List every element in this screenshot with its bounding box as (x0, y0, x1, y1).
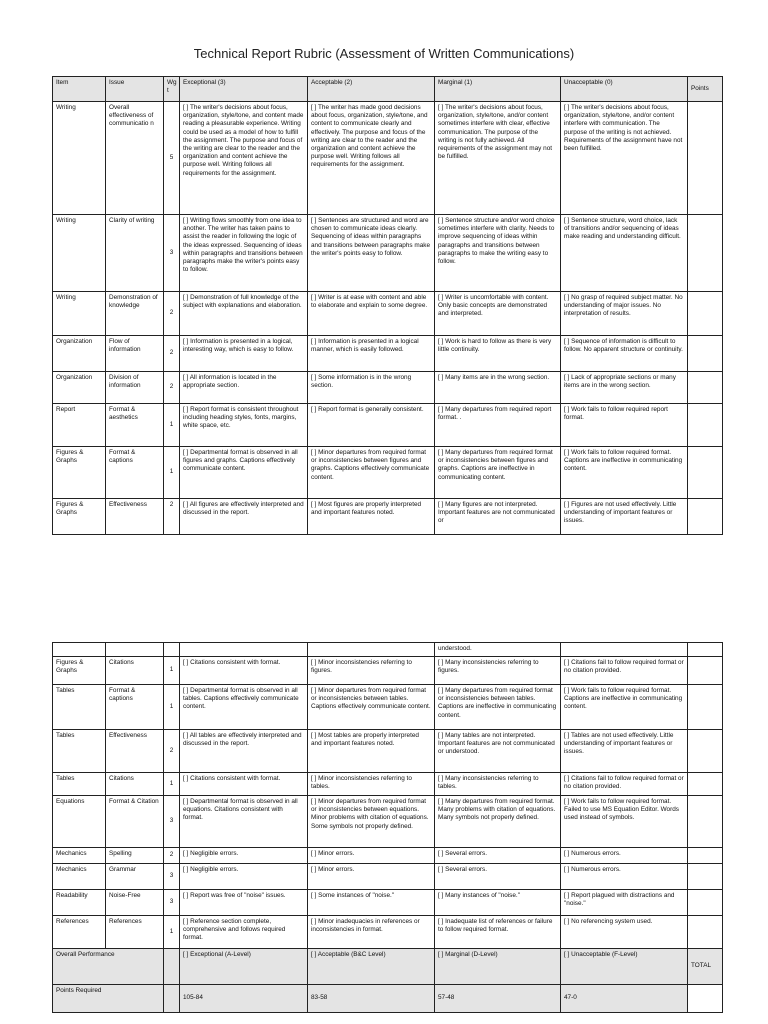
cell-unacceptable: [ ] Lack of appropriate sections or many items are in the wrong section. (561, 372, 688, 404)
cell-points[interactable] (688, 372, 723, 404)
cell-points[interactable] (688, 336, 723, 372)
table-row (53, 916, 723, 949)
cell-weight: 1 (164, 773, 180, 796)
cell-item: Writing (53, 215, 106, 292)
cell-unacceptable: [ ] Numerous errors. (561, 864, 688, 890)
cell-exceptional: [ ] Report format is consistent throughout including heading styles, fonts, margins, white space, etc. (180, 404, 308, 447)
cell-acceptable: [ ] Some instances of "noise." (308, 890, 435, 916)
cell-item: Report (53, 404, 106, 447)
cell-unacceptable: [ ] Work fails to follow required format. Captions are ineffective in communicating content. (561, 447, 688, 499)
cell-unacceptable: [ ] Sentence structure, word choice, lack of transitions and/or sequencing of ideas make reading and understanding difficult. (561, 215, 688, 292)
overall-marginal[interactable]: [ ] Marginal (D-Level) (435, 949, 561, 985)
cell-item: Organization (53, 372, 106, 404)
overall-exceptional[interactable]: [ ] Exceptional (A-Level) (180, 949, 308, 985)
cell-weight: 1 (164, 685, 180, 730)
points-required-label: Points Required (53, 985, 164, 1013)
cell-issue: Format & aesthetics (106, 404, 164, 447)
cell-unacceptable: [ ] Tables are not used effectively. Little understanding of important features or issues. (561, 730, 688, 773)
cell-exceptional: [ ] Negligible errors. (180, 848, 308, 864)
cell-acceptable: [ ] Sentences are structured and word are chosen to communicate ideas clearly. Sequencing of ideas within paragraphs and transitions between paragraphs make the writer's points easy to follow. (308, 215, 435, 292)
cell-marginal: [ ] Several errors. (435, 864, 561, 890)
cell-weight: 3 (164, 796, 180, 848)
cell-acceptable: [ ] Minor inadequacies in references or inconsistencies in format. (308, 916, 435, 949)
table-row (53, 864, 723, 890)
cell-points[interactable] (688, 447, 723, 499)
cell-points[interactable] (688, 730, 723, 773)
table-row (53, 404, 723, 447)
points-exceptional: 105-84 (180, 985, 308, 1013)
cell-unacceptable: [ ] No referencing system used. (561, 916, 688, 949)
cell-exceptional: [ ] Departmental format is observed in all tables. Captions effectively communicate content. (180, 685, 308, 730)
table-row (53, 447, 723, 499)
cell-exceptional: [ ] Negligible errors. (180, 864, 308, 890)
cell-marginal: [ ] Inadequate list of references or failure to follow required format. (435, 916, 561, 949)
cell-points[interactable] (688, 890, 723, 916)
table-row (53, 848, 723, 864)
cell-acceptable: [ ] Information is presented in a logical manner, which is easily followed. (308, 336, 435, 372)
cell-marginal: [ ] Work is hard to follow as there is very little continuity. (435, 336, 561, 372)
points-required-row (53, 985, 723, 1013)
cell-acceptable: [ ] Some information is in the wrong section. (308, 372, 435, 404)
cell-exceptional: [ ] Citations consistent with format. (180, 657, 308, 685)
cell-item: Tables (53, 773, 106, 796)
header-points: Points (688, 77, 723, 102)
overall-performance-row (53, 949, 723, 985)
header-issue: Issue (106, 77, 164, 102)
cell-weight: 2 (164, 848, 180, 864)
cell-acceptable: [ ] Minor inconsistencies referring to figures. (308, 657, 435, 685)
cell-weight: 2 (164, 292, 180, 336)
overall-unacceptable[interactable]: [ ] Unacceptable (F-Level) (561, 949, 688, 985)
cell-acceptable: [ ] Writer is at ease with content and able to elaborate and explain to some degree. (308, 292, 435, 336)
cell-acceptable: [ ] Minor inconsistencies referring to tables. (308, 773, 435, 796)
cell-points[interactable] (688, 848, 723, 864)
cell-marginal: [ ] The writer's decisions about focus, organization, style/tone, and/or content sometimes interfere with clear, effective communication. The purpose of the writing is not fully achieved. All requirements of the assignment may not be fulfilled. (435, 102, 561, 215)
points-marginal: 57-48 (435, 985, 561, 1013)
cell-marginal: [ ] Many inconsistencies referring to tables. (435, 773, 561, 796)
cell-acceptable: [ ] Report format is generally consistent. (308, 404, 435, 447)
cell-marginal: [ ] Many departures from required format or inconsistencies between tables. Captions are ineffective in communicating content. (435, 685, 561, 730)
cell-marginal: [ ] Many departures from required format or inconsistencies between figures and graphs. Captions are ineffective in communicating content. (435, 447, 561, 499)
cell-points[interactable] (688, 215, 723, 292)
continuation-text: understood. (435, 643, 561, 657)
cell-item: Figures & Graphs (53, 447, 106, 499)
cell-unacceptable: [ ] Work fails to follow required report format. (561, 404, 688, 447)
cell-marginal: [ ] Writer is uncomfortable with content. Only basic concepts are demonstrated and interpreted. (435, 292, 561, 336)
cell-points[interactable] (688, 102, 723, 215)
cell-acceptable: [ ] Most tables are properly interpreted and important features noted. (308, 730, 435, 773)
rubric-table-page-2 (52, 642, 723, 1013)
cell-marginal: [ ] Many tables are not interpreted. Important features are not communicated or understood. (435, 730, 561, 773)
cell-weight: 2 (164, 499, 180, 535)
cell-acceptable: [ ] Minor departures from required format or inconsistencies between tables. Captions effectively communicate content. (308, 685, 435, 730)
cell-exceptional: [ ] Departmental format is observed in all equations. Citations consistent with format. (180, 796, 308, 848)
cell-unacceptable: [ ] Sequence of information is difficult to follow. No apparent structure or continuity. (561, 336, 688, 372)
cell-acceptable: [ ] Minor errors. (308, 848, 435, 864)
cell-unacceptable: [ ] No grasp of required subject matter. No understanding of major issues. No interpretation of results. (561, 292, 688, 336)
cell-item: Writing (53, 292, 106, 336)
cell-item: Figures & Graphs (53, 499, 106, 535)
cell-issue: References (106, 916, 164, 949)
cell-unacceptable: [ ] Work fails to follow required format. Captions are ineffective in communicating content. (561, 685, 688, 730)
cell-unacceptable: [ ] Figures are not used effectively. Little understanding of important features or issues. (561, 499, 688, 535)
cell-weight: 3 (164, 215, 180, 292)
cell-points[interactable] (688, 499, 723, 535)
cell-unacceptable: [ ] Numerous errors. (561, 848, 688, 864)
cell-item: Equations (53, 796, 106, 848)
page-title: Technical Report Rubric (Assessment of Written Communications) (193, 46, 575, 61)
cell-weight: 5 (164, 102, 180, 215)
cell-weight: 1 (164, 447, 180, 499)
total-label: TOTAL (688, 949, 723, 985)
cell-exceptional: [ ] Information is presented in a logical, interesting way, which is easy to follow. (180, 336, 308, 372)
header-marginal: Marginal (1) (435, 77, 561, 102)
cell-unacceptable: [ ] Report plagued with distractions and "noise." (561, 890, 688, 916)
cell-points[interactable] (688, 657, 723, 685)
cell-marginal: [ ] Many inconsistencies referring to figures. (435, 657, 561, 685)
table-row (53, 730, 723, 773)
cell-acceptable: [ ] The writer has made good decisions about focus, organization, style/tone, and content to communicate clearly and effectively. The purpose and focus of the writing are clear to the reader and the organization and content achieve the purpose well. Writing follows all requirements for the assignment. (308, 102, 435, 215)
rubric-table-page-1 (52, 76, 723, 535)
table-row (53, 215, 723, 292)
cell-item: Tables (53, 730, 106, 773)
cell-acceptable: [ ] Minor errors. (308, 864, 435, 890)
cell-issue: Division of information (106, 372, 164, 404)
cell-marginal: [ ] Many departures from required report format. . (435, 404, 561, 447)
cell-points[interactable] (688, 404, 723, 447)
cell-marginal: [ ] Many departures from required format. Many problems with citation of equations. Many symbols not properly defined. (435, 796, 561, 848)
cell-weight: 2 (164, 730, 180, 773)
cell-issue: Overall effectiveness of communicatio n (106, 102, 164, 215)
cell-exceptional: [ ] All figures are effectively interpreted and discussed in the report. (180, 499, 308, 535)
cell-issue: Grammar (106, 864, 164, 890)
cell-issue: Noise-Free (106, 890, 164, 916)
header-exceptional: Exceptional (3) (180, 77, 308, 102)
cell-points[interactable] (688, 685, 723, 730)
overall-label: Overall Performance (53, 949, 164, 985)
header-unacceptable: Unacceptable (0) (561, 77, 688, 102)
header-item: Item (53, 77, 106, 102)
cell-item: Figures & Graphs (53, 657, 106, 685)
points-unacceptable: 47-0 (561, 985, 688, 1013)
table-row (53, 102, 723, 215)
continuation-row (53, 643, 723, 657)
cell-issue: Spelling (106, 848, 164, 864)
cell-weight: 3 (164, 890, 180, 916)
cell-weight: 2 (164, 336, 180, 372)
cell-exceptional: [ ] The writer's decisions about focus, organization, style/tone, and content made reading a pleasurable experience. Writing could be used as a model of how to fulfill the assignment. The purpose and focus of the writing are clear to the reader and the organization and content achieve the purpose well. Writing follows all requirements for the assignment. (180, 102, 308, 215)
cell-marginal: [ ] Many figures are not interpreted. Important features are not communicated or (435, 499, 561, 535)
cell-issue: Demonstration of knowledge (106, 292, 164, 336)
table-row (53, 336, 723, 372)
header-weight: Wg t (164, 77, 180, 102)
cell-unacceptable: [ ] Citations fail to follow required format or no citation provided. (561, 773, 688, 796)
cell-unacceptable: [ ] The writer's decisions about focus, organization, style/tone, and/or content interfere with communication. The purpose of the writing is not achieved. Requirements of the assignment have not been fulfilled. (561, 102, 688, 215)
cell-issue: Citations (106, 773, 164, 796)
cell-unacceptable: [ ] Citations fail to follow required format or no citation provided. (561, 657, 688, 685)
cell-points[interactable] (688, 292, 723, 336)
cell-item: Writing (53, 102, 106, 215)
cell-exceptional: [ ] Demonstration of full knowledge of the subject with explanations and elaboration. (180, 292, 308, 336)
cell-issue: Format & captions (106, 685, 164, 730)
header-acceptable: Acceptable (2) (308, 77, 435, 102)
cell-issue: Flow of information (106, 336, 164, 372)
cell-item: Mechanics (53, 848, 106, 864)
cell-exceptional: [ ] Writing flows smoothly from one idea to another. The writer has taken pains to assist the reader in following the logic of the ideas expressed. Sequencing of ideas within paragraphs and transitions between paragraphs make the writer's points easy to follow. (180, 215, 308, 292)
cell-acceptable: [ ] Most figures are properly interpreted and important features noted. (308, 499, 435, 535)
table-row (53, 796, 723, 848)
cell-exceptional: [ ] Reference section complete, comprehensive and follows required format. (180, 916, 308, 949)
cell-issue: Clarity of writing (106, 215, 164, 292)
cell-weight: 1 (164, 916, 180, 949)
cell-unacceptable: [ ] Work fails to follow required format. Failed to use MS Equation Editor. Words used instead of symbols. (561, 796, 688, 848)
cell-item: Organization (53, 336, 106, 372)
cell-marginal: [ ] Many items are in the wrong section. (435, 372, 561, 404)
header-row (53, 77, 723, 102)
cell-acceptable: [ ] Minor departures from required format or inconsistencies between equations. Minor problems with citation of equations. Some symbols not properly defined. (308, 796, 435, 848)
overall-acceptable[interactable]: [ ] Acceptable (B&C Level) (308, 949, 435, 985)
cell-points[interactable] (688, 916, 723, 949)
cell-issue: Citations (106, 657, 164, 685)
table-row (53, 890, 723, 916)
cell-issue: Format & captions (106, 447, 164, 499)
table-row (53, 657, 723, 685)
table-row (53, 292, 723, 336)
cell-exceptional: [ ] Report was free of "noise" issues. (180, 890, 308, 916)
points-acceptable: 83-58 (308, 985, 435, 1013)
cell-exceptional: [ ] All tables are effectively interpreted and discussed in the report. (180, 730, 308, 773)
table-row (53, 499, 723, 535)
table-row (53, 773, 723, 796)
table-row (53, 685, 723, 730)
cell-item: Readability (53, 890, 106, 916)
cell-points[interactable] (688, 773, 723, 796)
cell-weight: 1 (164, 404, 180, 447)
cell-issue: Effectiveness (106, 499, 164, 535)
cell-exceptional: [ ] Citations consistent with format. (180, 773, 308, 796)
cell-exceptional: [ ] All information is located in the appropriate section. (180, 372, 308, 404)
cell-marginal: [ ] Sentence structure and/or word choice sometimes interfere with clarity. Needs to improve sequencing of ideas within paragraphs and transitions between paragraphs to make the writing easy to follow. (435, 215, 561, 292)
cell-points[interactable] (688, 796, 723, 848)
cell-acceptable: [ ] Minor departures from required format or inconsistencies between figures and graphs. Captions effectively communicate content. (308, 447, 435, 499)
cell-points[interactable] (688, 864, 723, 890)
cell-item: Tables (53, 685, 106, 730)
cell-item: Mechanics (53, 864, 106, 890)
cell-weight: 3 (164, 864, 180, 890)
table-row (53, 372, 723, 404)
total-cell[interactable] (688, 985, 723, 1013)
cell-item: References (53, 916, 106, 949)
cell-exceptional: [ ] Departmental format is observed in all figures and graphs. Captions effectively communicate content. (180, 447, 308, 499)
cell-weight: 2 (164, 372, 180, 404)
cell-weight: 1 (164, 657, 180, 685)
cell-marginal: [ ] Several errors. (435, 848, 561, 864)
cell-marginal: [ ] Many instances of "noise." (435, 890, 561, 916)
cell-issue: Effectiveness (106, 730, 164, 773)
cell-issue: Format & Citation (106, 796, 164, 848)
